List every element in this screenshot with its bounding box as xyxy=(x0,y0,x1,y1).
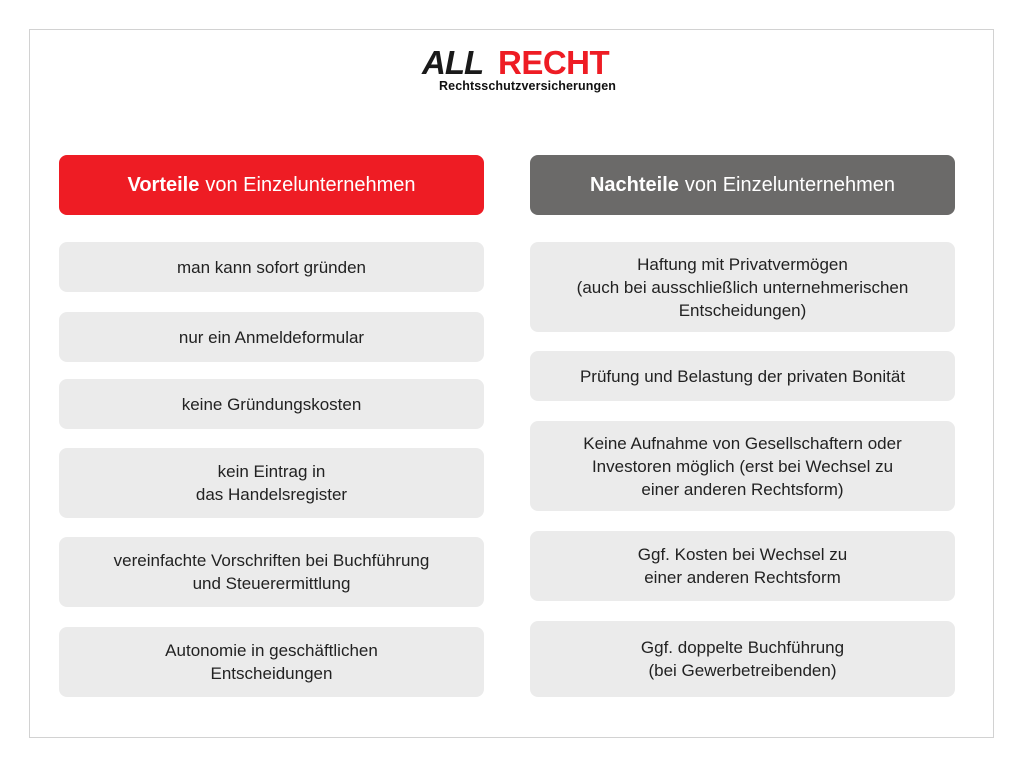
pros-heading-bold: Vorteile xyxy=(127,173,200,196)
pro-item: keine Gründungskosten xyxy=(59,379,484,429)
cons-heading xyxy=(530,155,955,215)
pro-item: man kann sofort gründen xyxy=(59,242,484,292)
cons-heading-rest: von Einzelunternehmen xyxy=(684,173,896,196)
pro-item: vereinfachte Vorschriften bei Buchführung und Steuerermittlung xyxy=(59,537,484,607)
logo-part-recht: RECHT xyxy=(498,44,610,78)
pros-heading xyxy=(59,155,484,215)
pro-item: nur ein Anmeldeformular xyxy=(59,312,484,362)
con-item: Haftung mit Privatvermögen (auch bei ausschließlich unternehmerischen Entscheidungen) xyxy=(530,242,955,332)
con-item: Ggf. doppelte Buchführung (bei Gewerbetreibenden) xyxy=(530,621,955,697)
pro-item: Autonomie in geschäftlichen Entscheidungen xyxy=(59,627,484,697)
pro-item: kein Eintrag in das Handelsregister xyxy=(59,448,484,518)
con-item: Keine Aufnahme von Gesellschaftern oder Investoren möglich (erst bei Wechsel zu einer anderen Rechtsform) xyxy=(530,421,955,511)
logo-part-all: ALL xyxy=(422,44,484,78)
con-item: Ggf. Kosten bei Wechsel zu einer anderen Rechtsform xyxy=(530,531,955,601)
cons-heading-bold: Nachteile xyxy=(589,173,679,196)
logo-subtitle: Rechtsschutzversicherungen xyxy=(439,79,616,93)
allrecht-logo xyxy=(420,44,620,96)
logo-wordmark xyxy=(420,44,620,78)
con-item: Prüfung und Belastung der privaten Bonität xyxy=(530,351,955,401)
pros-heading-rest: von Einzelunternehmen xyxy=(205,173,416,196)
